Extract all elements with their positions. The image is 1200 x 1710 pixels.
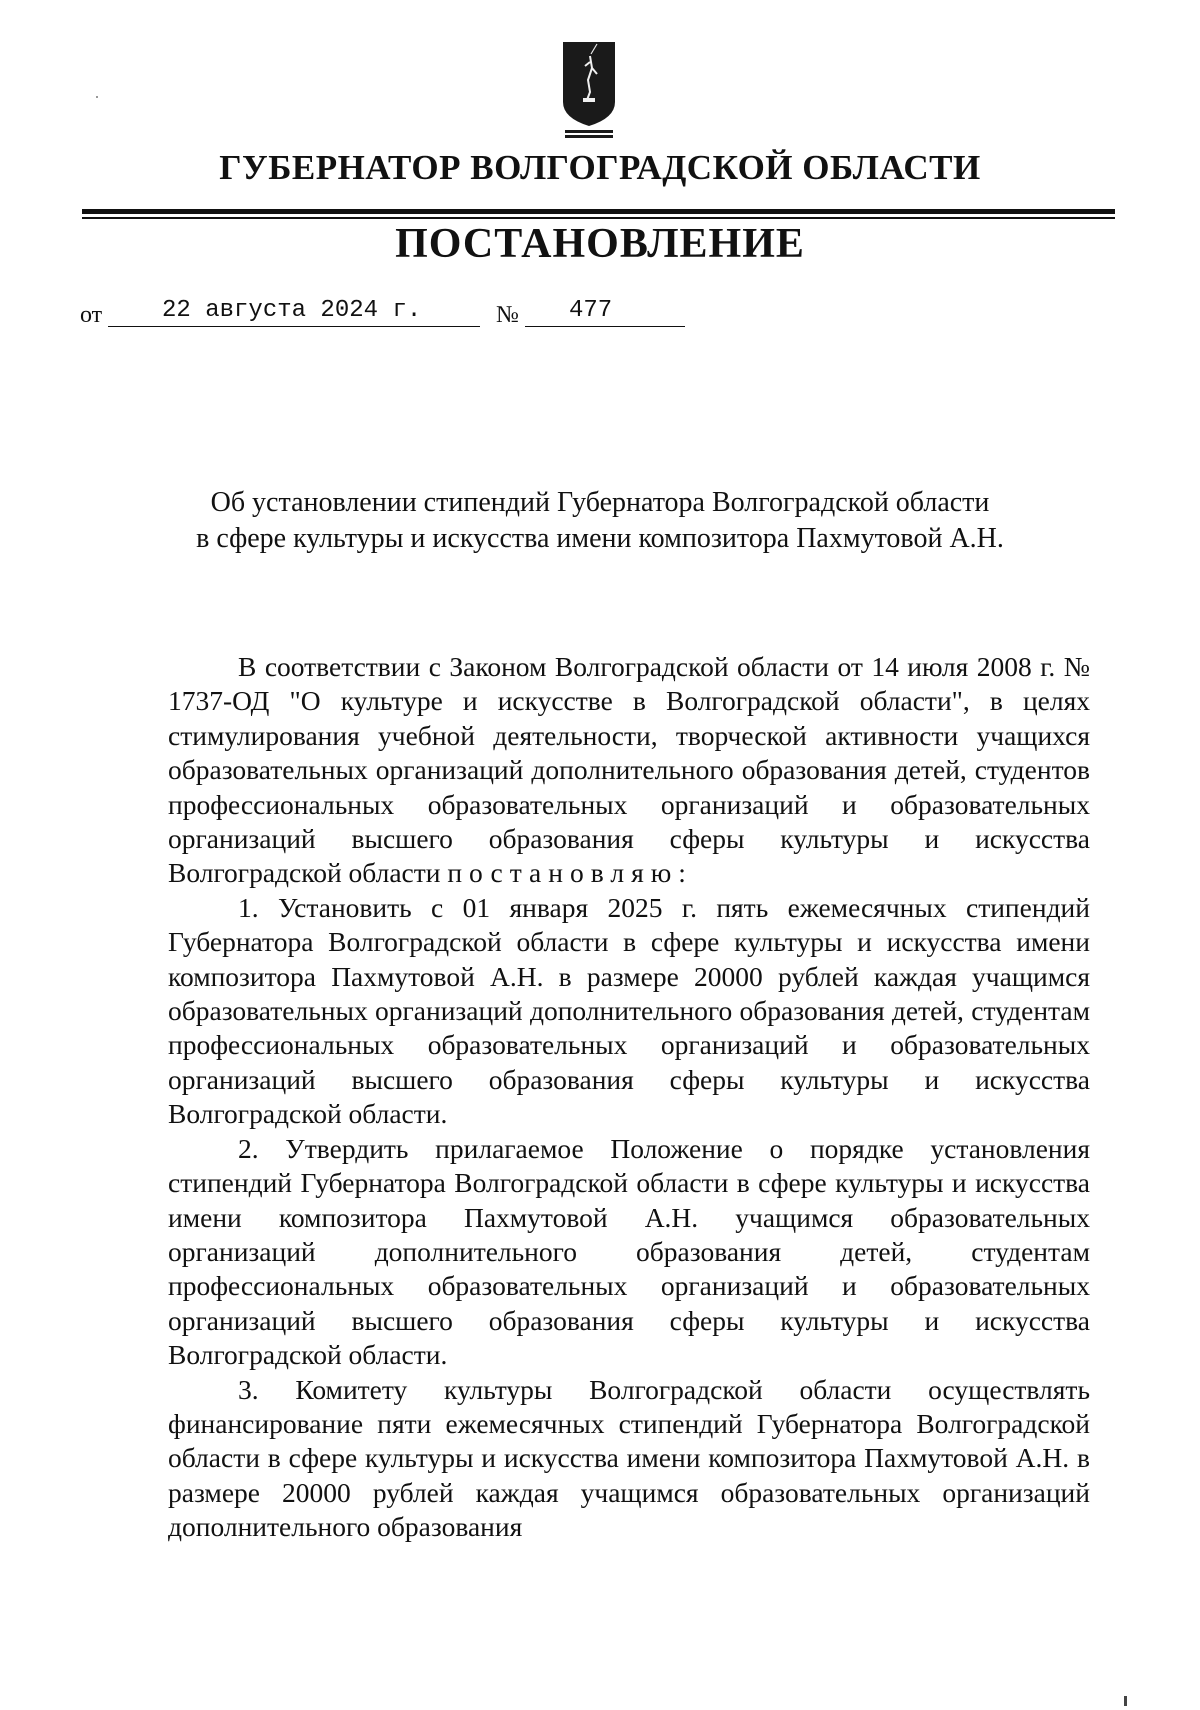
date-field [108,294,480,327]
item-1: 1. Установить с 01 января 2025 г. пять ежемесячных стипендий Губернатора Волгоградской области в сфере культуры и искусства имени композитора Пахмутовой А.Н. в размере 20000 рублей каждая учащимся образовательных организаций дополнительного образования детей, студентам профессиональных образовательных организаций и образовательных организаций высшего образования сферы культуры и искусства Волгоградской области. [168,891,1090,1130]
scan-speck [96,96,98,98]
number-field [525,294,685,327]
document-body [168,650,1090,1545]
preamble-text: В соответствии с Законом Волгоградской области от 14 июля 2008 г. № 1737-ОД "О культуре и искусстве в Волгоградской области", в целях стимулирования учебной деятельности, творческой активности учащихся образовательных организаций дополнительного образования детей, студентов профессиональных образовательных организаций и образовательных организаций высшего образования сферы культуры и искусства Волгоградской области [168,651,1090,889]
authority-name: ГУБЕРНАТОР ВОЛГОГРАДСКОЙ ОБЛАСТИ [219,148,981,187]
item-3: 3. Комитету культуры Волгоградской области осуществлять финансирование пяти ежемесячных стипендий Губернатора Волгоградской области в сфере культуры и искусства имени композитора Пахмутовой А.Н. в размере 20000 рублей каждая учащимся образовательных организаций дополнительного образования [168,1373,1090,1543]
document-title [0,485,1200,557]
item-2: 2. Утвердить прилагаемое Положение о порядке установления стипендий Губернатора Волгоградской области в сфере культуры и искусства имени композитора Пахмутовой А.Н. учащимся образовательных организаций дополнительного образования детей, студентам профессиональных образовательных организаций и образовательных организаций высшего образования сферы культуры и искусства Волгоградской области. [168,1132,1090,1371]
document-date: 22 августа 2024 г. [162,297,422,324]
scan-speck [1124,1696,1127,1706]
title-line-1: Об установлении стипендий Губернатора Волгоградской области [210,487,990,518]
document-number: 477 [569,297,613,324]
date-prefix: от [80,302,103,328]
document-type: ПОСТАНОВЛЕНИЕ [395,221,805,267]
title-line-2: в сфере культуры и искусства имени композитора Пахмутовой А.Н. [196,523,1004,554]
header-divider-thin [82,217,1115,219]
number-sign: № [496,302,519,328]
header-divider-thick [82,209,1115,214]
decree-word: постановляю: [447,857,693,889]
coat-of-arms-icon [561,40,617,140]
preamble-paragraph [168,650,1090,891]
